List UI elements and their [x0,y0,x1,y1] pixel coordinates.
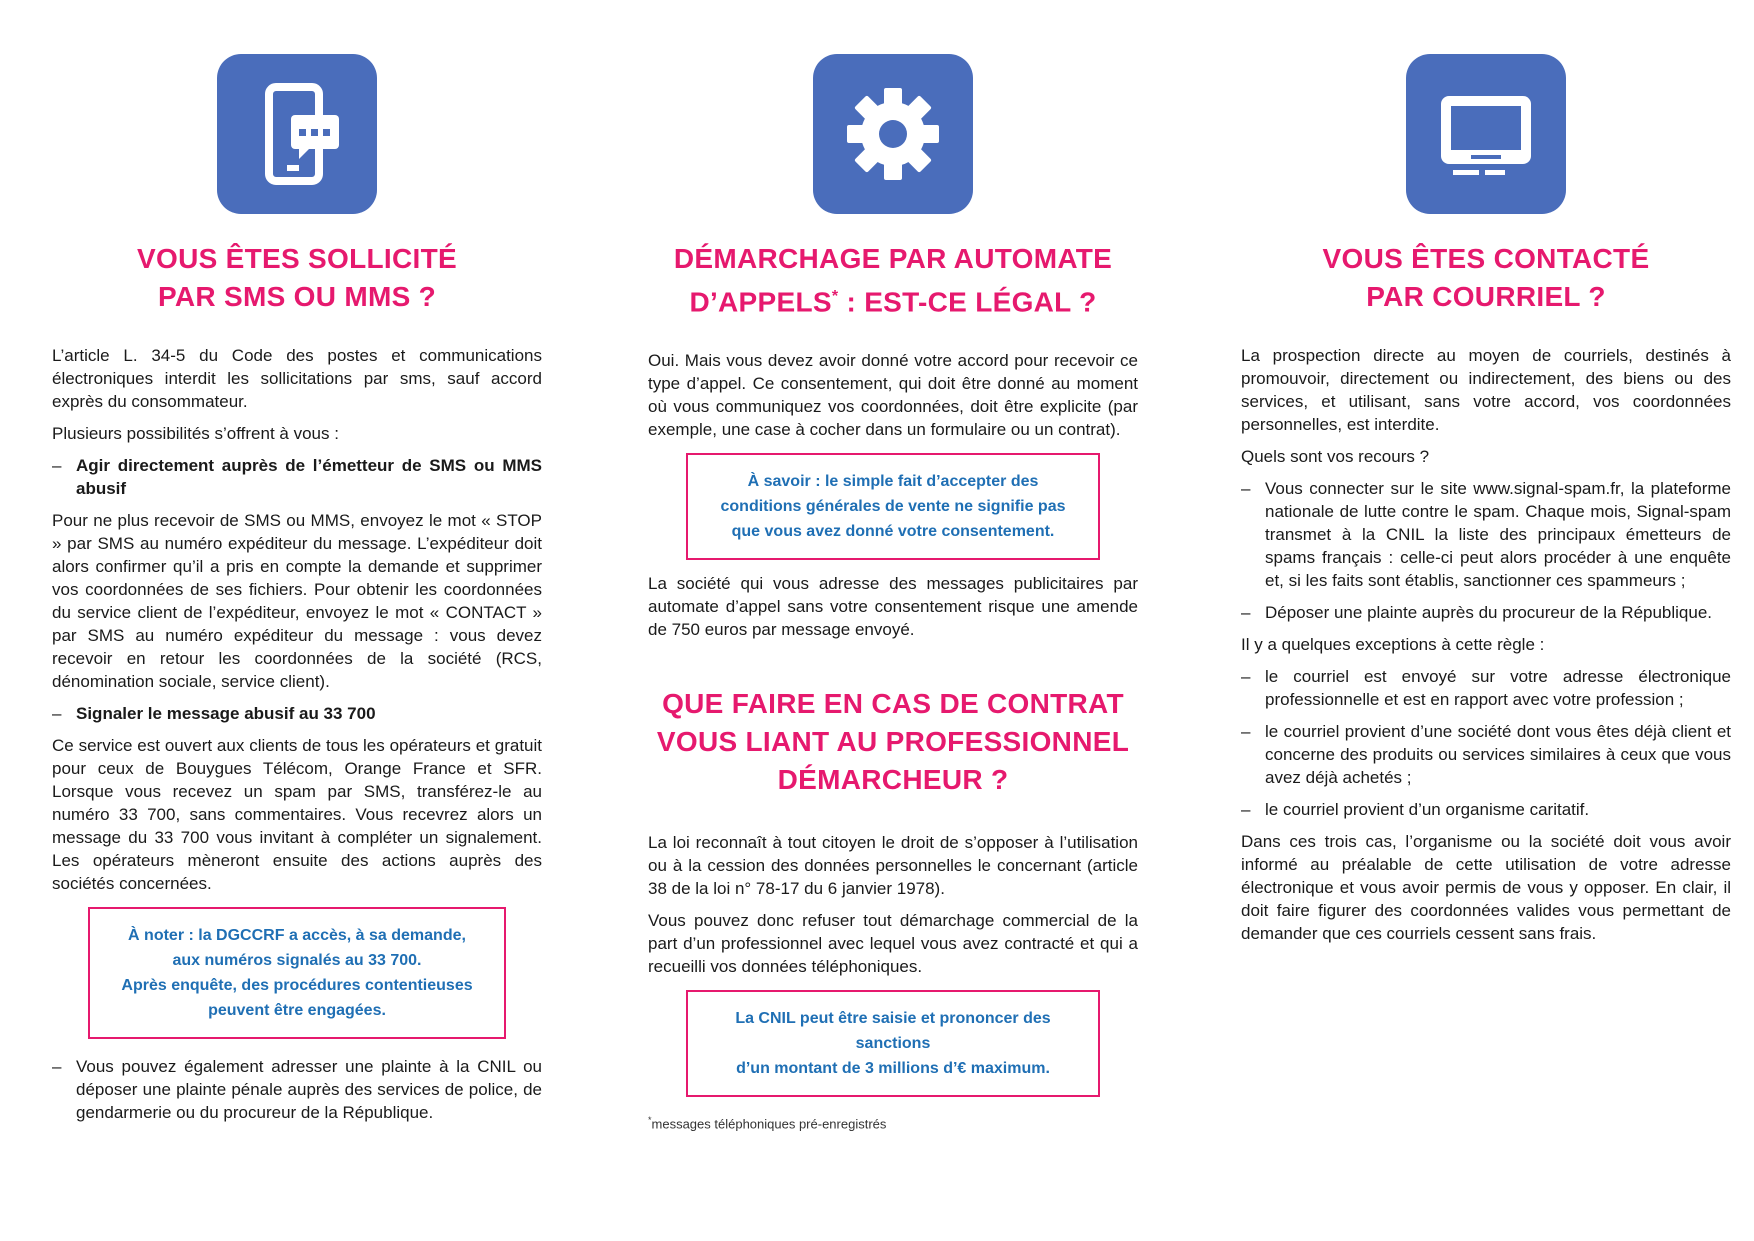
paragraph: Quels sont vos recours ? [1241,447,1430,466]
note-box-sanctions: La CNIL peut être saisie et prononcer des sanctions d’un montant de 3 millions d’€ maximum. [686,990,1100,1097]
paragraph: La prospection directe au moyen de courriels, destinés à promouvoir, directement ou indirectement, des biens ou des services, et utilisant, sans votre accord, vos coordonnées personnelles, est interdite. [1241,346,1731,434]
paragraph: Vous pouvez donc refuser tout démarchage commercial de la part d’un professionnel avec lequel vous avez contracté et qui a recueilli vos données téléphoniques. [648,911,1138,977]
list-item: – Déposer une plainte auprès du procureur de la République. [1241,603,1713,622]
paragraph: Oui. Mais vous devez avoir donné votre accord pour recevoir ce type d’appel. Ce consentement, qui doit être donné au moment où vous communiquez vos coordonnées, doit être explicite (par exemple, une case à cocher dans un formulaire ou un contrat). [648,351,1138,440]
paragraph: Pour ne plus recevoir de SMS ou MMS, envoyez le mot « STOP » par SMS au numéro expéditeur du message. L’expéditeur doit alors confirmer qu’il a pris en compte la demande et supprimer vos coordonnées de ses fichiers. Pour obtenir les coordonnées du service client de l’expéditeur, envoyez le mot « CONTACT » par SMS au numéro expéditeur du message : vous devez recevoir en retour les coordonnées de la société (RCS, dénomination sociale, service client). [52,511,542,691]
list-item: – Signaler le message abusif au 33 700 [52,704,376,723]
heading-contrat: QUE FAIRE EN CAS DE CONTRAT VOUS LIANT AU PROFESSIONNEL DÉMARCHEUR ? [656,688,1130,796]
list-item: – Vous connecter sur le site www.signal-spam.fr, la plateforme nationale de lutte contre le spam. Chaque mois, Signal-spam transmet à la CNIL la liste des principaux émetteurs de spams français : celle-ci peut alors procéder à une enquête et, si les faits sont établis, sanctionner ces spammeurs ; [1241,479,1731,590]
column-courriel [1241,54,1731,954]
list-item: – le courriel est envoyé sur votre adresse électronique professionnelle et est en rapport avec votre profession ; [1241,667,1731,709]
phone-sms-icon [217,54,377,214]
paragraph: Il y a quelques exceptions à cette règle : [1241,635,1545,654]
note-box-dgccrf: À noter : la DGCCRF a accès, à sa demande, aux numéros signalés au 33 700. Après enquête, des procédures contentieuses peuvent être engagées. [88,907,506,1039]
note-box-consentement: À savoir : le simple fait d’accepter des conditions générales de vente ne signifie pas que vous avez donné votre consentement. [686,453,1100,560]
heading-sms: VOUS ÊTES SOLLICITÉ PAR SMS OU MMS ? [137,243,457,312]
heading-automate: DÉMARCHAGE PAR AUTOMATE D’APPELS* : EST-CE LÉGAL ? [673,243,1113,318]
monitor-icon [1406,54,1566,214]
paragraph: Plusieurs possibilités s’offrent à vous : [52,424,339,443]
list-item: – Vous pouvez également adresser une plainte à la CNIL ou déposer une plainte pénale auprès des services de police, de gendarmerie ou du procureur de la République. [52,1057,542,1122]
heading-courriel: VOUS ÊTES CONTACTÉ PAR COURRIEL ? [1322,243,1650,312]
list-item: – le courriel provient d’un organisme caritatif. [1241,800,1590,819]
paragraph: Dans ces trois cas, l’organisme ou la société doit vous avoir informé au préalable de cette utilisation de votre adresse électronique et vous avoir permis de vous y opposer. En clair, il doit faire figurer des coordonnées valides vous permettant de demander que ces courriels cessent sans frais. [1241,832,1731,943]
paragraph: La société qui vous adresse des messages publicitaires par automate d’appel sans votre consentement risque une amende de 750 euros par message envoyé. [648,574,1138,640]
paragraph: L’article L. 34-5 du Code des postes et communications électroniques interdit les sollicitations par sms, sauf accord exprès du consommateur. [52,346,542,411]
list-item: – Agir directement auprès de l’émetteur de SMS ou MMS abusif [52,456,542,498]
column-sms [52,54,542,1133]
paragraph: Ce service est ouvert aux clients de tous les opérateurs et gratuit pour ceux de Bouygues Télécom, Orange France et SFR. Lorsque vous recevez un spam par SMS, transférez-le au numéro 33 700, sans commentaires. Vous recevrez alors un message du 33 700 vous invitant à compléter un signalement. Les opérateurs mèneront ensuite des actions auprès des sociétés concernées. [52,736,542,893]
gear-icon [813,54,973,214]
column-automate [648,54,1138,1132]
footnote: *messages téléphoniques pré-enregistrés [648,1115,887,1132]
list-item: – le courriel provient d’une société dont vous êtes déjà client et concerne des produits ou services similaires à ceux que vous avez déjà achetés ; [1241,722,1731,787]
paragraph: La loi reconnaît à tout citoyen le droit de s’opposer à l’utilisation ou à la cession des données personnelles le concernant (article 38 de la loi n° 78-17 du 6 janvier 1978). [648,833,1138,899]
